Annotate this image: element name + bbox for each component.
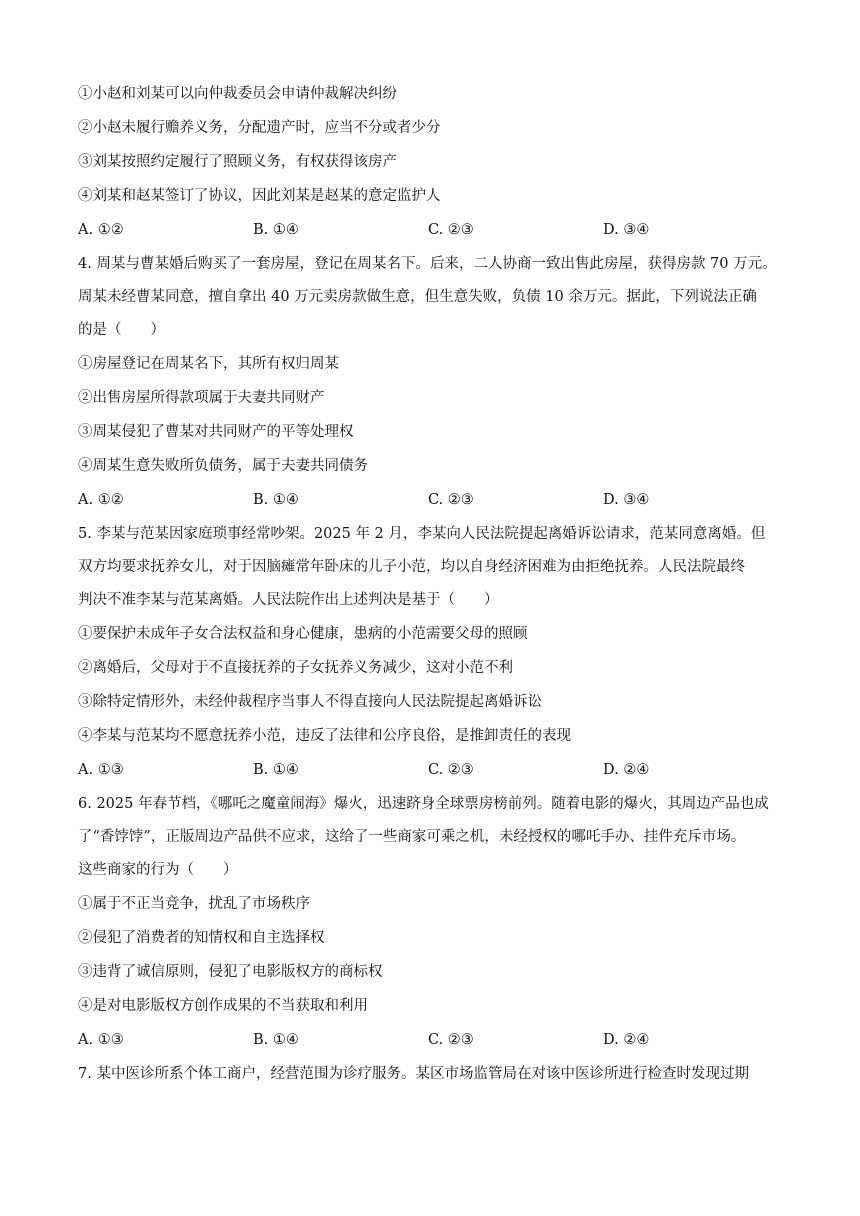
- question-stem-line: 判决不准李某与范某离婚。人民法院作出上述判决是基于（ ）: [78, 592, 499, 608]
- statement-2: ②出售房屋所得款项属于夫妻共同财产: [78, 390, 325, 406]
- option-d: D. ②④: [603, 762, 650, 778]
- option-d: D. ②④: [603, 1032, 650, 1048]
- option-d: D. ③④: [603, 222, 650, 238]
- option-c: C. ②③: [428, 762, 474, 778]
- option-b: B. ①④: [253, 1032, 299, 1048]
- question-5: [78, 524, 790, 780]
- question-stem-line: 5. 李某与范某因家庭琐事经常吵架。2025 年 2 月，李某向人民法院提起离婚诉讼请求，范某同意离婚。但: [78, 526, 766, 542]
- option-c: C. ②③: [428, 222, 474, 238]
- question-stem-line: 这些商家的行为（ ）: [78, 862, 238, 878]
- question-stem-line: 6. 2025 年春节档，《哪吒之魔童闹海》爆火，迅速跻身全球票房榜前列。随着电影的爆火，其周边产品也成: [78, 796, 769, 812]
- statement-3: ③刘某按照约定履行了照顾义务，有权获得该房产: [78, 154, 397, 170]
- statement-3: ③违背了诚信原则，侵犯了电影版权方的商标权: [78, 964, 383, 980]
- document-content: [78, 84, 790, 1084]
- statement-4: ④周某生意失败所负债务，属于夫妻共同债务: [78, 458, 368, 474]
- statement-2: ②侵犯了消费者的知情权和自主选择权: [78, 930, 325, 946]
- question-stem-line: 7. 某中医诊所系个体工商户，经营范围为诊疗服务。某区市场监管局在对该中医诊所进行检查时发现过期: [78, 1066, 749, 1082]
- statement-1: ①要保护未成年子女合法权益和身心健康，患病的小范需要父母的照顾: [78, 626, 528, 642]
- statement-2: ②离婚后，父母对于不直接抚养的子女抚养义务减少，这对小范不利: [78, 660, 513, 676]
- question-stem-line: 了“香饽饽”，正版周边产品供不应求，这给了一些商家可乘之机，未经授权的哪吒手办、挂件充斥市场。: [78, 829, 746, 845]
- statement-4: ④是对电影版权方创作成果的不当获取和利用: [78, 998, 368, 1014]
- option-a: A. ①③: [78, 1032, 124, 1048]
- answer-options: [78, 490, 790, 510]
- option-b: B. ①④: [253, 492, 299, 508]
- question-6: [78, 794, 790, 1050]
- option-a: A. ①②: [78, 492, 124, 508]
- statement-1: ①属于不正当竞争，扰乱了市场秩序: [78, 896, 310, 912]
- question-stem-line: 周某未经曹某同意，擅自拿出 40 万元卖房款做生意，但生意失败，负债 10 余万元。据此，下列说法正确: [78, 289, 757, 305]
- option-c: C. ②③: [428, 1032, 474, 1048]
- question-4: [78, 254, 790, 510]
- answer-options: [78, 220, 790, 240]
- option-a: A. ①②: [78, 222, 124, 238]
- statement-2: ②小赵未履行赡养义务，分配遗产时，应当不分或者少分: [78, 120, 441, 136]
- statement-4: ④李某与范某均不愿意抚养小范，违反了法律和公序良俗，是推卸责任的表现: [78, 728, 571, 744]
- option-a: A. ①③: [78, 762, 124, 778]
- answer-options: [78, 1030, 790, 1050]
- question-3-continuation: [78, 84, 790, 240]
- option-b: B. ①④: [253, 762, 299, 778]
- question-stem-line: 双方均要求抚养女儿，对于因脑瘫常年卧床的儿子小范，均以自身经济困难为由拒绝抚养。人民法院最终: [78, 559, 745, 575]
- answer-options: [78, 760, 790, 780]
- option-c: C. ②③: [428, 492, 474, 508]
- statement-3: ③周某侵犯了曹某对共同财产的平等处理权: [78, 424, 354, 440]
- statement-1: ①小赵和刘某可以向仲裁委员会申请仲裁解决纠纷: [78, 86, 397, 102]
- question-stem-line: 4. 周某与曹某婚后购买了一套房屋，登记在周某名下。后来，二人协商一致出售此房屋，获得房款 70 万元。: [78, 256, 777, 272]
- question-7: [78, 1064, 790, 1084]
- option-b: B. ①④: [253, 222, 299, 238]
- statement-4: ④刘某和赵某签订了协议，因此刘某是赵某的意定监护人: [78, 188, 441, 204]
- option-d: D. ③④: [603, 492, 650, 508]
- statement-3: ③除特定情形外，未经仲裁程序当事人不得直接向人民法院提起离婚诉讼: [78, 694, 542, 710]
- question-stem-line: 的是（ ）: [78, 322, 165, 338]
- statement-1: ①房屋登记在周某名下，其所有权归周某: [78, 356, 339, 372]
